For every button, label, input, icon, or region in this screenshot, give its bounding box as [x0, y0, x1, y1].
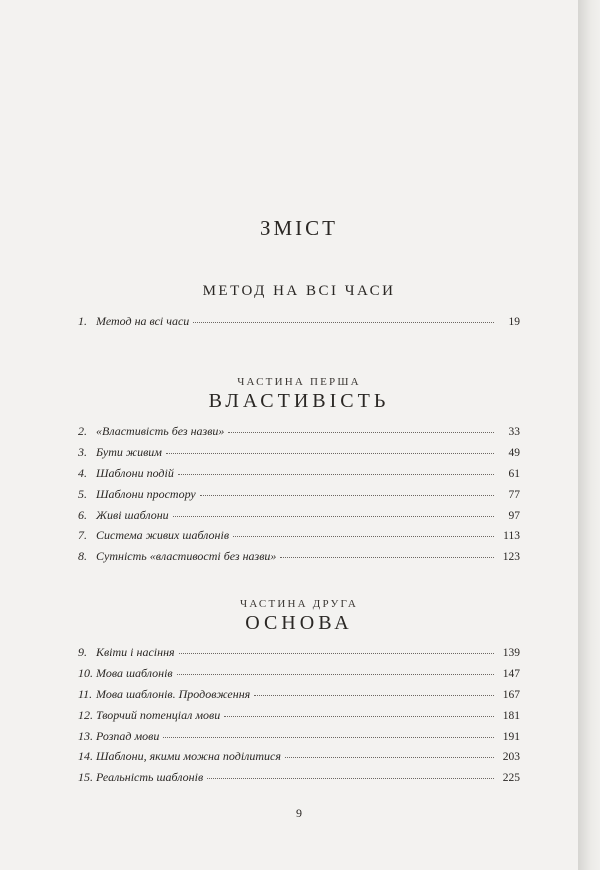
toc-entry-8[interactable] [78, 549, 520, 570]
toc-entry-title: Реальність шаблонів [96, 770, 204, 785]
toc-entry-number: 4. [78, 465, 87, 480]
toc-entry-11[interactable] [78, 687, 520, 708]
toc-entry-page: 147 [502, 667, 520, 680]
section-part-two [78, 598, 520, 791]
toc-entry-title: Мова шаблонів [96, 665, 173, 680]
dot-leader [179, 652, 494, 654]
toc-entry-14[interactable] [78, 749, 520, 770]
toc-entry-9[interactable] [78, 645, 520, 666]
toc-entry-page: 181 [502, 709, 520, 722]
dot-leader [163, 736, 494, 738]
page-title: ЗМІСТ [259, 216, 339, 240]
section-title-part-two: ОСНОВА [245, 612, 353, 634]
dot-leader [166, 452, 494, 454]
toc-entry-number: 10. [78, 665, 93, 680]
toc-entry-title: Сутність «властивості без назви» [96, 549, 277, 564]
dot-leader [233, 535, 494, 537]
toc-entry-page: 113 [503, 530, 520, 543]
toc-entry-number: 12. [78, 707, 93, 722]
toc-entry-page: 203 [502, 751, 520, 764]
toc-entry-title: Шаблони простору [96, 486, 196, 501]
toc-entry-number: 5. [78, 486, 87, 501]
toc-entry-title: «Властивість без назви» [96, 424, 225, 438]
toc-entry-page: 33 [508, 426, 520, 438]
toc-entry-title: Система живих шаблонів [96, 528, 230, 543]
toc-entry-page: 167 [502, 688, 520, 701]
toc-entry-title: Мова шаблонів. Продовження [96, 686, 251, 701]
toc-entry-2[interactable] [78, 424, 520, 445]
dot-leader [224, 715, 494, 717]
section-intro [78, 283, 520, 335]
toc-entry-10[interactable] [78, 666, 520, 687]
toc-entry-number: 2. [78, 424, 87, 438]
toc-entry-4[interactable] [78, 466, 520, 487]
toc-entry-page: 139 [502, 647, 520, 659]
toc-entry-13[interactable] [78, 729, 520, 750]
toc-entry-title: Розпад мови [96, 728, 160, 743]
dot-leader [173, 515, 494, 517]
dot-leader [177, 673, 494, 675]
dot-leader [207, 777, 494, 779]
section-kicker-part-one: ЧАСТИНА ПЕРША [237, 376, 361, 388]
toc-entry-page: 97 [508, 509, 520, 522]
dot-leader [285, 756, 494, 758]
page-edge-shadow [578, 0, 600, 870]
toc-entry-title: Квіти і насіння [96, 645, 175, 659]
toc-entry-6[interactable] [78, 508, 520, 529]
toc-entry-page: 49 [508, 446, 520, 459]
dot-leader [254, 694, 494, 696]
toc-entry-page: 77 [508, 488, 520, 501]
toc-entry-number: 8. [78, 549, 87, 564]
toc-entry-number: 7. [78, 528, 87, 543]
toc-entry-15[interactable] [78, 770, 520, 791]
section-title-intro: МЕТОД НА ВСІ ЧАСИ [202, 283, 396, 299]
toc-entry-title: Творчий потенціал мови [96, 707, 221, 722]
page-number: 9 [296, 806, 302, 820]
toc-entry-7[interactable] [78, 528, 520, 549]
toc-entry-number: 11. [78, 686, 93, 701]
toc-entry-page: 61 [508, 467, 520, 480]
toc-entry-number: 14. [78, 749, 93, 764]
toc-entry-title: Шаблони, якими можна поділитися [96, 749, 281, 764]
toc-entry-number: 3. [78, 444, 87, 459]
toc-entry-number: 6. [78, 507, 87, 522]
toc-entry-page: 225 [502, 772, 520, 785]
toc-list-part-two [78, 645, 520, 791]
toc-entry-title: Метод на всі часи [96, 314, 190, 328]
toc-entry-page: 19 [508, 316, 520, 328]
toc-entry-12[interactable] [78, 708, 520, 729]
toc-entry-title: Живі шаблони [96, 507, 169, 522]
dot-leader [228, 431, 494, 433]
toc-entry-3[interactable] [78, 445, 520, 466]
dot-leader [280, 556, 494, 558]
section-title-part-one: ВЛАСТИВІСТЬ [208, 390, 390, 412]
toc-entry-number: 13. [78, 728, 93, 743]
toc-entry-title: Шаблони подій [96, 465, 174, 480]
toc-entry-1[interactable] [78, 314, 520, 335]
toc-entry-page: 191 [502, 730, 520, 743]
section-kicker-part-two: ЧАСТИНА ДРУГА [239, 598, 359, 610]
toc-entry-number: 9. [78, 645, 87, 659]
section-part-one [78, 376, 520, 570]
toc-entry-number: 1. [78, 314, 87, 328]
toc-entry-number: 15. [78, 770, 93, 785]
dot-leader [200, 494, 494, 496]
toc-list-part-one [78, 424, 520, 570]
toc-entry-5[interactable] [78, 487, 520, 508]
toc-list-intro [78, 314, 520, 335]
toc-entry-page: 123 [502, 551, 520, 564]
dot-leader [193, 321, 494, 323]
toc-entry-title: Бути живим [96, 444, 162, 459]
dot-leader [178, 473, 494, 475]
